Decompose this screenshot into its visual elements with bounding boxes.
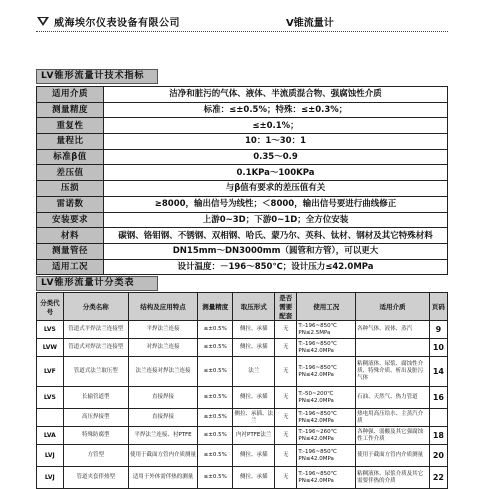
spec-value: ≤±0.1%； — [104, 118, 448, 134]
cell-match: 无 — [275, 339, 297, 357]
spec-value: 洁净和脏污的气体、液体、半流质混合物、强腐蚀性介质 — [104, 87, 448, 103]
cell-medium: 热电用高压给水、主蒸汽介质 — [356, 409, 430, 427]
cell-cond: T:-196~850℃ PN≤42.0MPa — [297, 339, 356, 357]
cell-name: 方管型 — [63, 445, 128, 467]
cell-page: 16 — [429, 387, 447, 409]
spec-row — [37, 118, 448, 134]
page-header — [36, 14, 446, 30]
cell-page — [429, 409, 447, 427]
cell-medium: 粘稠液体、尿浆、腐蚀性介质、特殊介质、析出及脏污气体 — [356, 357, 430, 387]
table-row — [37, 357, 448, 387]
spec-row — [37, 212, 448, 228]
spec-value: 0.1KPa～100KPa — [104, 165, 448, 181]
spec-section-title: LV锥形流量计技术指标 — [36, 69, 158, 84]
table-row — [37, 427, 448, 445]
table-row — [37, 467, 448, 489]
cell-name: 管道夹套伴热型 — [63, 467, 128, 489]
cell-feature: 对焊法兰连接 — [128, 339, 197, 357]
cell-press: 侧拉、承插 — [233, 445, 275, 467]
cell-acc: ≤±0.5% — [198, 321, 233, 339]
cell-feature: 适用于外体需伴热的测量 — [128, 467, 197, 489]
cell-code: LVF — [37, 357, 64, 387]
cell-acc: ≤±0.5% — [198, 467, 233, 489]
cell-medium: 石油、天然气、热力管道 — [356, 387, 430, 409]
spec-label: 测量管径 — [37, 243, 104, 259]
column-header: 是否需要配套 — [275, 293, 297, 321]
spec-table — [36, 86, 448, 275]
cell-acc: ≤±0.5% — [198, 357, 233, 387]
table-row — [37, 321, 448, 339]
spec-value: 上游0~3D；下游0~1D；全方位安装 — [104, 212, 448, 228]
spec-value: ≥8000，输出信号为线性；＜8000，输出信号要进行曲线修正 — [104, 196, 448, 212]
cell-name: 管道式对焊法兰连接型 — [63, 339, 128, 357]
cell-name: 长输管道型 — [63, 387, 128, 409]
cell-page: 18 — [429, 427, 447, 445]
cell-acc: ≤±0.5% — [198, 427, 233, 445]
spec-label: 压损 — [37, 181, 104, 197]
table-row — [37, 445, 448, 467]
cell-code — [37, 409, 64, 427]
cell-cond: T:-196~850℃ PN≤2.5MPa — [297, 321, 356, 339]
spec-value: 标准：≤±0.5%；特殊：≤±0.3%； — [104, 102, 448, 118]
cell-acc: ≤±0.5% — [198, 387, 233, 409]
company-name: 威海埃尔仪表设备有限公司 — [54, 18, 180, 29]
cell-code: LVJ — [37, 467, 64, 489]
spec-value: 设计温度：－196～850℃；设计压力≤42.0MPa — [104, 259, 448, 275]
cell-press: 侧拉、承插 — [233, 387, 275, 409]
cell-cond: T:-196~850℃ PN≤42.0MPa — [297, 467, 356, 489]
column-header: 取压形式 — [233, 293, 275, 321]
cell-medium: 各种强、弱酸及其它强腐蚀性工作介质 — [356, 427, 430, 445]
column-header: 分类代号 — [37, 293, 64, 321]
cell-press: 侧拉、承插 — [233, 321, 275, 339]
cell-feature: 平焊法兰连接 — [128, 321, 197, 339]
spec-row — [37, 149, 448, 165]
cell-match: 无 — [275, 357, 297, 387]
spec-row — [37, 259, 448, 275]
column-header: 测量精度 — [198, 293, 233, 321]
class-section-title: LV锥形流量计分类表 — [36, 276, 158, 291]
cell-feature: 直接焊接 — [128, 409, 197, 427]
table-row — [37, 409, 448, 427]
cell-name: 特殊防腐型 — [63, 427, 128, 445]
spec-row — [37, 228, 448, 244]
cell-name: 管道式平焊法兰连接型 — [63, 321, 128, 339]
spec-row — [37, 87, 448, 103]
spec-label: 量程比 — [37, 134, 104, 150]
spec-value: 碳钢、铬钼钢、不锈钢、双相钢、哈氏、蒙乃尔、英科、钛材、钢材及其它特殊材料 — [104, 228, 448, 244]
spec-label: 差压值 — [37, 165, 104, 181]
cell-code: LVA — [37, 427, 64, 445]
spec-value: 0.35～0.9 — [104, 149, 448, 165]
spec-label: 测量精度 — [37, 102, 104, 118]
cell-match: 无 — [275, 321, 297, 339]
cell-medium — [356, 339, 430, 357]
spec-label: 适用介质 — [37, 87, 104, 103]
table-row — [37, 387, 448, 409]
cell-press: 侧拉、承插 — [233, 339, 275, 357]
cell-page: 10 — [429, 339, 447, 357]
spec-label: 雷诺数 — [37, 196, 104, 212]
spec-label: 适用工况 — [37, 259, 104, 275]
cell-code: LVS — [37, 387, 64, 409]
spec-row — [37, 134, 448, 150]
cell-feature: 平焊法兰连接、衬PTFE — [128, 427, 197, 445]
cell-acc: ≤±0.5% — [198, 339, 233, 357]
cell-acc: ≤±0.5% — [198, 409, 233, 427]
cell-name: 管道式法兰取压型 — [63, 357, 128, 387]
cell-match: 无 — [275, 387, 297, 409]
table-row — [37, 339, 448, 357]
cell-cond: T:-196~850℃ PN≤42.0MPa — [297, 357, 356, 387]
spec-row — [37, 243, 448, 259]
cell-match: 无 — [275, 409, 297, 427]
cell-cond: T:-196~850℃ PN≤42.0MPa — [297, 445, 356, 467]
column-header: 页码 — [429, 293, 447, 321]
cell-match: 无 — [275, 467, 297, 489]
cell-acc: ≤±0.5% — [198, 445, 233, 467]
cell-code: LVJ — [37, 445, 64, 467]
spec-row — [37, 181, 448, 197]
cell-page: 9 — [429, 321, 447, 339]
spec-label: 材料 — [37, 228, 104, 244]
cell-cond: T:-196~850℃ PN≤42.0MPa — [297, 409, 356, 427]
cell-press: 内衬PTFE法兰 — [233, 427, 275, 445]
cell-cond: T:-196~260℃ PN≤42.0MPa — [297, 427, 356, 445]
cell-medium: 使用于截面方管内介质测量 — [356, 445, 430, 467]
column-header: 分类名称 — [63, 293, 128, 321]
spec-row — [37, 196, 448, 212]
cell-name: 高压焊接型 — [63, 409, 128, 427]
spec-label: 重复性 — [37, 118, 104, 134]
spec-value: DN15mm～DN3000mm（圆管和方管），可以更大 — [104, 243, 448, 259]
column-header: 结构及应用特点 — [128, 293, 197, 321]
cell-page: 20 — [429, 445, 447, 467]
header-divider — [36, 31, 448, 32]
cell-feature: 使用于截面方管内介质测量 — [128, 445, 197, 467]
cell-page: 22 — [429, 467, 447, 489]
spec-value: 10：1～30：1 — [104, 134, 448, 150]
column-header: 使用工况 — [297, 293, 356, 321]
cell-match: 无 — [275, 427, 297, 445]
cell-press: 法兰 — [233, 357, 275, 387]
spec-label: 安装要求 — [37, 212, 104, 228]
product-name: V锥流量计 — [286, 18, 334, 29]
cell-medium: 粘稠液体、尿浆介质及其它需要伴热的介质 — [356, 467, 430, 489]
cell-match: 无 — [275, 445, 297, 467]
company-logo-icon — [36, 15, 50, 27]
cell-cond: T:-50~200℃ PN≤42.0MPa — [297, 387, 356, 409]
spec-row — [37, 165, 448, 181]
column-header: 适用介质 — [356, 293, 430, 321]
cell-code: LVW — [37, 339, 64, 357]
cell-medium: 各种气体、液体、蒸汽 — [356, 321, 430, 339]
cell-press: 侧拉、承插 — [233, 467, 275, 489]
cell-feature: 直接焊接 — [128, 387, 197, 409]
spec-row — [37, 102, 448, 118]
classification-table — [36, 292, 448, 489]
cell-press: 侧拉、承插、法兰 — [233, 409, 275, 427]
spec-value: 与β值有要求的差压值有关 — [104, 181, 448, 197]
cell-code: LVS — [37, 321, 64, 339]
cell-page: 14 — [429, 357, 447, 387]
spec-label: 标准β值 — [37, 149, 104, 165]
cell-feature: 法兰连接对焊法兰连接 — [128, 357, 197, 387]
